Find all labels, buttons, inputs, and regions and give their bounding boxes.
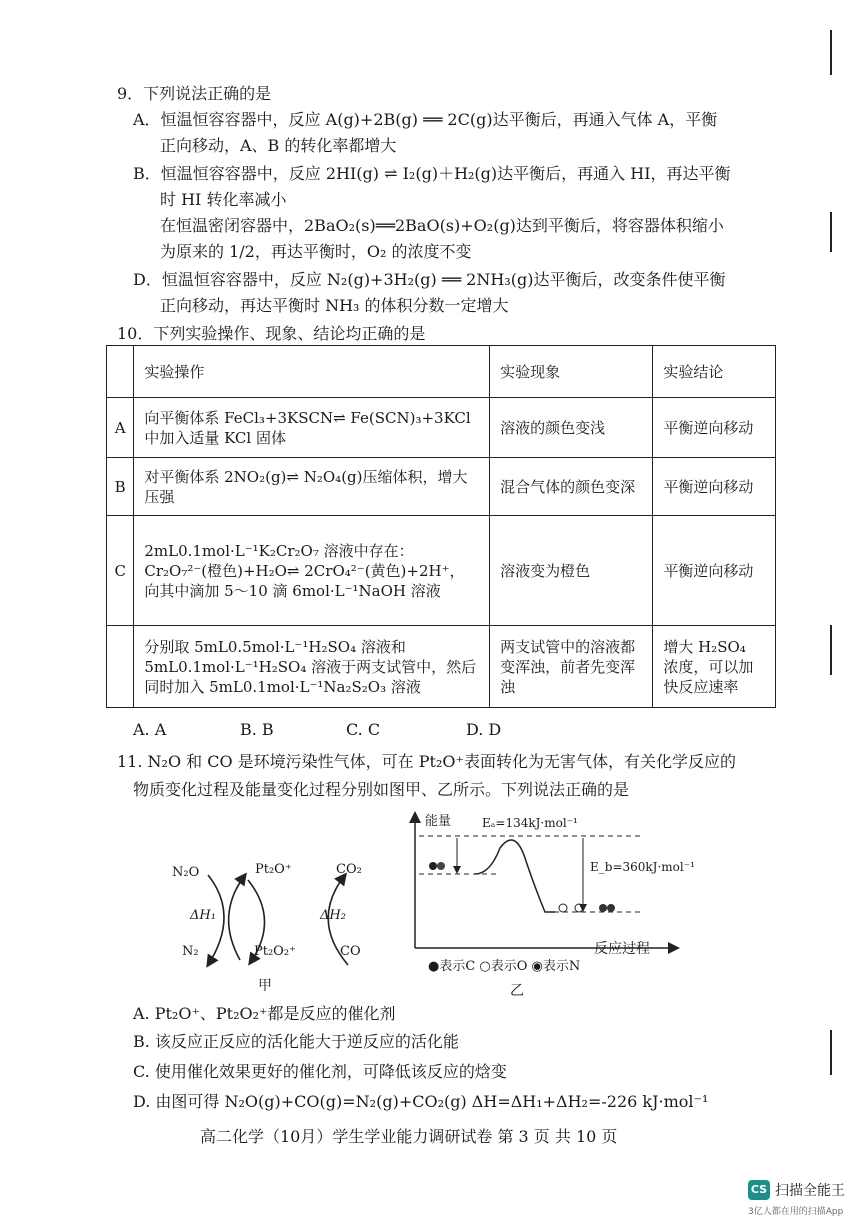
q11-option-c: C. 使用催化效果更好的催化剂，可降低该反应的焓变 — [133, 1062, 507, 1081]
row-conclusion: 平衡逆向移动 — [653, 458, 776, 516]
row-phenomenon: 溶液的颜色变浅 — [490, 398, 653, 458]
table-header-conclusion: 实验结论 — [653, 346, 776, 398]
table-row — [107, 458, 776, 516]
n2o-molecule-atom — [437, 862, 445, 870]
row-label: A — [107, 398, 134, 458]
row-conclusion: 平衡逆向移动 — [653, 398, 776, 458]
row-operation: 分别取 5mL0.5mol·L⁻¹H₂SO₄ 溶液和 5mL0.1mol·L⁻¹H₂SO₄ 溶液于两支试管中，然后同时加入 5mL0.1mol·L⁻¹Na₂S₂O₃ 溶液 — [134, 626, 490, 708]
q9-stem: 9．下列说法正确的是 — [117, 84, 272, 103]
q11-stem-line2: 物质变化过程及能量变化过程分别如图甲、乙所示。下列说法正确的是 — [133, 780, 630, 799]
n2o-molecule-atom — [429, 862, 437, 870]
figure-yi-energy-diagram — [405, 808, 685, 958]
row-label: B — [107, 458, 134, 516]
product-atom — [599, 904, 607, 912]
row-phenomenon: 溶液变为橙色 — [490, 516, 653, 626]
label-n2o: N₂O — [172, 865, 200, 880]
q10-option-c: C. C — [346, 720, 381, 739]
table-row — [107, 398, 776, 458]
scan-edge-mark — [830, 1030, 832, 1075]
row-label — [107, 626, 134, 708]
energy-axis-label: 能量 — [425, 814, 452, 829]
scan-edge-mark — [830, 30, 832, 75]
energy-curve — [475, 840, 555, 912]
table-header-phenomenon: 实验现象 — [490, 346, 653, 398]
table-header-row — [107, 346, 776, 398]
row-conclusion: 增大 H₂SO₄ 浓度，可以加快反应速率 — [653, 626, 776, 708]
label-dh1: ΔH₁ — [190, 908, 216, 923]
scanner-watermark-subtitle: 3亿人都在用的扫描App — [748, 1207, 844, 1217]
q10-option-b: B. B — [240, 720, 274, 739]
row-label: C — [107, 516, 134, 626]
q10-option-d: D. D — [466, 720, 502, 739]
row-phenomenon: 两支试管中的溶液都变浑浊，前者先变浑浊 — [490, 626, 653, 708]
label-dh2: ΔH₂ — [320, 908, 346, 923]
scan-edge-mark — [830, 212, 832, 252]
q10-stem: 10．下列实验操作、现象、结论均正确的是 — [117, 324, 426, 343]
q11-option-a: A. Pt₂O⁺、Pt₂O₂⁺都是反应的催化剂 — [133, 1004, 396, 1023]
page-footer: 高二化学（10月）学生学业能力调研试卷 第 3 页 共 10 页 — [200, 1127, 618, 1146]
q9-option-c-line2: 为原来的 1/2，再达平衡时，O₂ 的浓度不变 — [160, 242, 472, 261]
q11-option-b: B. 该反应正反应的活化能大于逆反应的活化能 — [133, 1032, 459, 1051]
q9-option-b-line1: B．恒温恒容容器中，反应 2HI(g) ⇌ I₂(g)＋H₂(g)达平衡后，再通入 HI，再达平衡 — [133, 164, 731, 183]
row-phenomenon: 混合气体的颜色变深 — [490, 458, 653, 516]
table-row — [107, 626, 776, 708]
row-operation: 2mL0.1mol·L⁻¹K₂Cr₂O₇ 溶液中存在：Cr₂O₇²⁻(橙色)+H₂O⇌ 2CrO₄²⁻(黄色)+2H⁺，向其中滴加 5～10 滴 6mol·L⁻¹NaOH 溶液 — [134, 516, 490, 626]
q9-option-c-line1: 在恒温密闭容器中，2BaO₂(s)══2BaO(s)+O₂(g)达到平衡后，将容器体积缩小 — [160, 216, 724, 235]
table-cell — [107, 346, 134, 398]
table-row — [107, 516, 776, 626]
table-header-operation: 实验操作 — [134, 346, 490, 398]
eb-label: E_b=360kJ·mol⁻¹ — [590, 860, 695, 874]
label-co: CO — [340, 944, 361, 959]
q11-stem-line1: 11. N₂O 和 CO 是环境污染性气体，可在 Pt₂O⁺表面转化为无害气体，有关化学反应的 — [117, 752, 736, 771]
ea-label: Eₐ=134kJ·mol⁻¹ — [482, 816, 578, 830]
q9-option-d-line1: D．恒温恒容容器中，反应 N₂(g)+3H₂(g) ══ 2NH₃(g)达平衡后，改变条件使平衡 — [133, 270, 726, 289]
q9-option-d-line2: 正向移动，再达平衡时 NH₃ 的体积分数一定增大 — [160, 296, 509, 315]
q9-option-a-line2: 正向移动，A、B 的转化率都增大 — [160, 136, 397, 155]
row-operation: 对平衡体系 2NO₂(g)⇌ N₂O₄(g)压缩体积，增大压强 — [134, 458, 490, 516]
label-co2: CO₂ — [336, 862, 362, 877]
q9-option-b-line2: 时 HI 转化率减小 — [160, 190, 287, 209]
reaction-progress-label: 反应过程 — [594, 941, 650, 957]
product-atom — [607, 904, 615, 912]
figure-yi-caption: 乙 — [510, 983, 524, 999]
cycle-arrow-middle-up — [229, 875, 245, 960]
product-atom — [575, 904, 583, 912]
row-conclusion: 平衡逆向移动 — [653, 516, 776, 626]
row-operation: 向平衡体系 FeCl₃+3KSCN⇌ Fe(SCN)₃+3KCl 中加入适量 KCl 固体 — [134, 398, 490, 458]
product-atom — [559, 904, 567, 912]
label-pt2o2-plus: Pt₂O₂⁺ — [254, 944, 296, 959]
figure-jia-caption: 甲 — [258, 978, 272, 994]
label-n2: N₂ — [182, 944, 199, 959]
experiment-table — [106, 345, 776, 708]
q11-option-d: D. 由图可得 N₂O(g)+CO(g)=N₂(g)+CO₂(g) ΔH=ΔH₁+ΔH₂=-226 kJ·mol⁻¹ — [133, 1092, 709, 1111]
q10-option-a: A. A — [133, 720, 167, 739]
scanner-logo-badge: CS — [748, 1180, 770, 1200]
figure-yi-legend: ●表示C ○表示O ◉表示N — [428, 959, 581, 974]
label-pt2o-plus: Pt₂O⁺ — [255, 862, 292, 877]
scan-edge-mark — [830, 625, 832, 675]
scanner-watermark-title: 扫描全能王 — [775, 1183, 845, 1199]
q9-option-a-line1: A．恒温恒容容器中，反应 A(g)+2B(g) ══ 2C(g)达平衡后，再通入气体 A，平衡 — [133, 110, 718, 129]
